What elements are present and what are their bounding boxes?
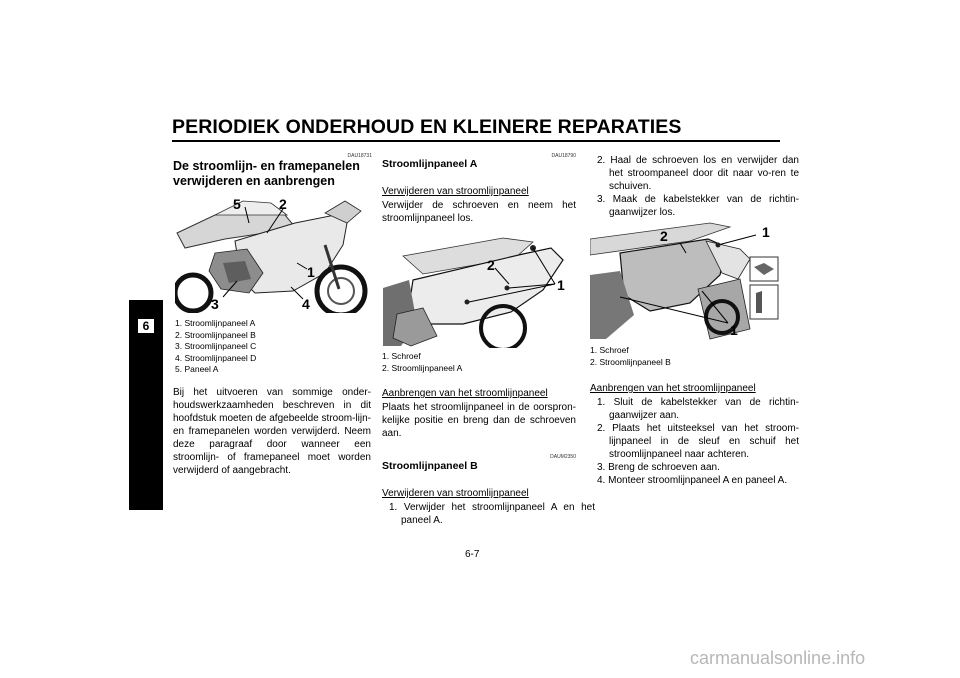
- chapter-number: 6: [138, 319, 154, 333]
- figure-label: 3: [211, 296, 219, 312]
- caption-item: 2. Stroomlijnpaneel A: [382, 362, 463, 373]
- instruction-text: Verwijder de schroeven en neem het stroomlijnpaneel los.: [382, 200, 576, 224]
- step-heading: Verwijderen van stroomlijnpaneel: [382, 186, 529, 197]
- caption-item: 4. Stroomlijnpaneel D: [175, 352, 257, 363]
- figure-label: 1: [730, 322, 738, 338]
- caption-item: 1. Schroef: [590, 345, 629, 355]
- step-item: 3. Breng de schroeven aan.: [597, 462, 720, 473]
- figure-label: 1: [762, 224, 770, 240]
- figure-label: 2: [279, 196, 287, 212]
- figure-caption-list: [382, 351, 576, 374]
- subsection-heading: Stroomlijnpaneel B: [382, 460, 478, 472]
- step-heading: Aanbrengen van het stroomlijnpaneel: [382, 388, 548, 399]
- step-item: 4. Monteer stroomlijnpaneel A en paneel A.: [597, 475, 788, 486]
- caption-item: 2. Stroomlijnpaneel B: [590, 356, 671, 367]
- page-title: PERIODIEK ONDERHOUD EN KLEINERE REPARATIES: [172, 116, 682, 138]
- figure-motorcycle-panels: [175, 193, 371, 313]
- instruction-text: Plaats het stroomlijnpaneel in de oorspron-kelijke positie en breng dan de schroeven aan.: [382, 402, 576, 439]
- step-item: 1. Sluit de kabelstekker van de richtin-gaanwijzer aan.: [597, 397, 799, 421]
- subsection-heading: Stroomlijnpaneel A: [382, 158, 478, 170]
- watermark: carmanualsonline.info: [690, 648, 866, 668]
- step-heading: Aanbrengen van het stroomlijnpaneel: [590, 383, 756, 394]
- figure-caption-list: [175, 318, 371, 376]
- figure-label: 2: [487, 257, 495, 273]
- figure-label: 1: [557, 277, 565, 293]
- figure-label: 2: [660, 228, 668, 244]
- page-number: 6-7: [465, 549, 480, 560]
- figure-label: 5: [233, 196, 241, 212]
- caption-item: 5. Paneel A: [175, 364, 219, 374]
- figure-panel-a: [383, 228, 575, 348]
- section-heading: De stroomlijn- en framepanelen verwijderen en aanbrengen: [173, 159, 360, 188]
- figure-label: 4: [302, 296, 310, 312]
- caption-item: 1. Schroef: [382, 351, 421, 361]
- step-item: 2. Plaats het uitsteeksel van het stroom-lijnpaneel in de sleuf en schuif het stroomlijnpaneel naar achteren.: [597, 423, 799, 460]
- figure-caption-list: [590, 345, 780, 368]
- caption-item: 3. Stroomlijnpaneel C: [175, 341, 257, 351]
- intro-paragraph: Bij het uitvoeren van sommige onder-houdswerkzaamheden beschreven in dit hoofdstuk moeten de afgebeelde stroom-lijn- en framepanelen worden verwijderd. Neem deze paragraaf door wanneer een stroomlijn- of framepaneel moet worden verwijderd of aangebracht.: [173, 387, 371, 476]
- step-item: 3. Maak de kabelstekker van de richtin-gaanwijzer los.: [597, 194, 799, 218]
- step-item: 2. Haal de schroeven los en verwijder dan het stroompaneel door dit naar vo-ren te schuiven.: [597, 155, 799, 192]
- reference-code: DAU18790: [551, 153, 576, 159]
- figure-panel-b: [590, 219, 780, 341]
- figure-label: 1: [307, 264, 315, 280]
- title-rule: [172, 140, 780, 142]
- caption-item: 2. Stroomlijnpaneel B: [175, 329, 256, 340]
- caption-item: 1. Stroomlijnpaneel A: [175, 318, 256, 328]
- reference-code: DAUM2350: [550, 454, 576, 460]
- step-item: 1. Verwijder het stroomlijnpaneel A en het paneel A.: [389, 502, 595, 526]
- reference-code: DAU18731: [347, 153, 372, 159]
- step-heading: Verwijderen van stroomlijnpaneel: [382, 488, 529, 499]
